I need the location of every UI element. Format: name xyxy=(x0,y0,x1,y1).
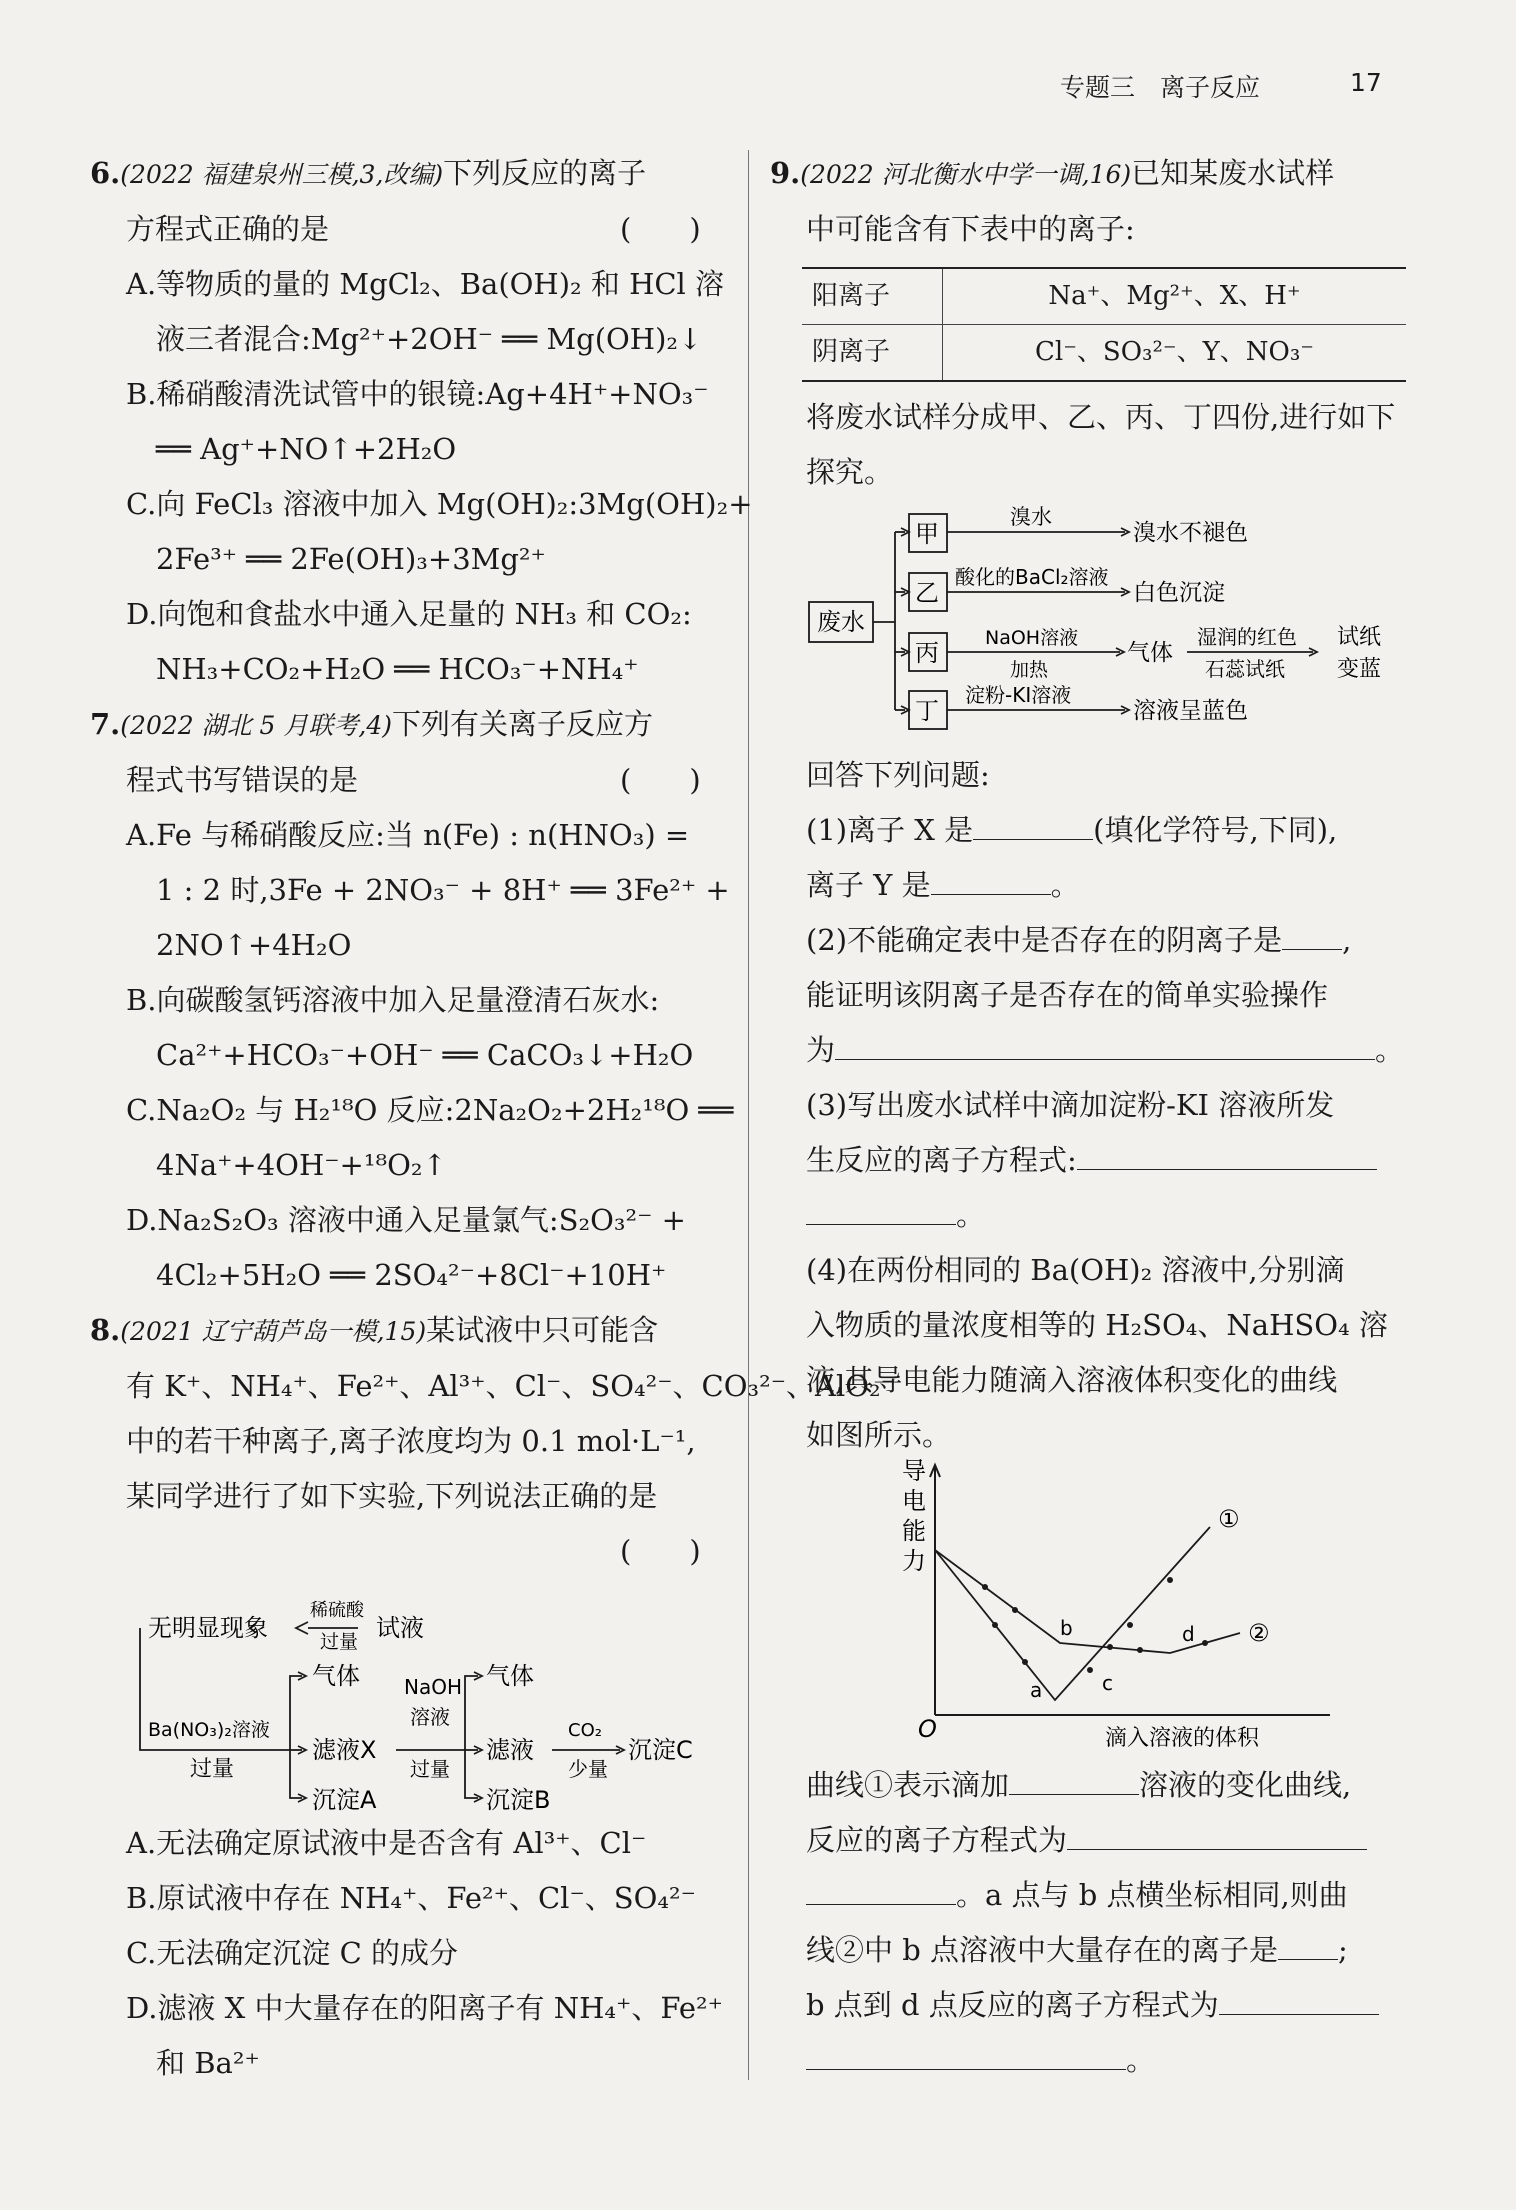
q9-part6: 。a 点与 b 点横坐标相同,则曲 xyxy=(770,1868,1410,1923)
answer-blank[interactable] xyxy=(835,1029,1375,1060)
graph-ylabel-1: 导 xyxy=(902,1457,926,1485)
flow-bromine-unchanged: 溴水不褪色 xyxy=(1133,520,1248,546)
chapter-title: 专题三 离子反应 xyxy=(1060,73,1261,102)
q7-option-a-cont: 1 : 2 时,3Fe + 2NO₃⁻ + 8H⁺ ══ 3Fe²⁺ + xyxy=(156,873,730,907)
cation-label: 阳离子 xyxy=(802,268,943,325)
flow-solution: 溶液 xyxy=(410,1705,450,1729)
q9-part6-cont: 线②中 b 点溶液中大量存在的离子是 ; xyxy=(770,1923,1410,1978)
q6-option-a-cont: 液三者混合:Mg²⁺+2OH⁻ ══ Mg(OH)₂↓ xyxy=(156,322,703,356)
answer-blank[interactable] xyxy=(1067,1819,1367,1850)
flow-bromine-water: 溴水 xyxy=(1010,505,1052,529)
flow-yi: 乙 xyxy=(915,579,939,607)
q6-option-c: C.向 FeCl₃ 溶液中加入 Mg(OH)₂:3Mg(OH)₂+ xyxy=(126,487,753,521)
q8-line2: 有 K⁺、NH₄⁺、Fe²⁺、Al³⁺、Cl⁻、SO₄²⁻、CO₃²⁻、AlO₂⁻ xyxy=(126,1369,896,1403)
q7-option-a-cont2: 2NO↑+4H₂O xyxy=(156,928,352,962)
answer-blank[interactable] xyxy=(806,1874,956,1905)
flow-ding: 丁 xyxy=(915,697,939,725)
flow-white-precip: 白色沉淀 xyxy=(1133,580,1225,606)
q8-option-d-cont: 和 Ba²⁺ xyxy=(156,2046,260,2080)
q7-line1 xyxy=(90,697,730,753)
curve-1-label: ① xyxy=(1218,1505,1240,1533)
flow-gas: 气体 xyxy=(1127,640,1173,666)
flow-turns-blue: 变蓝 xyxy=(1337,657,1382,682)
q9-part3: (3)写出废水试样中滴加淀粉-KI 溶液所发 xyxy=(806,1088,1335,1122)
q8-number: 8. xyxy=(90,1313,121,1347)
q9-part2: (2)不能确定表中是否存在的阴离子是 , xyxy=(770,913,1410,968)
part6-eq: b 点到 d 点反应的离子方程式为 xyxy=(806,1988,1219,2022)
table-row xyxy=(802,268,1406,325)
q9-part1 xyxy=(770,803,1410,858)
flow-starch-ki: 淀粉-KI溶液 xyxy=(965,683,1072,707)
flow-precip-c: 沉淀C xyxy=(628,1736,693,1764)
q7-stem: 下列有关离子反应方 xyxy=(392,707,654,741)
q9-part4: (4)在两份相同的 Ba(OH)₂ 溶液中,分别滴 xyxy=(806,1253,1345,1287)
flow-jia: 甲 xyxy=(915,520,939,548)
answer-blank[interactable] xyxy=(931,864,1051,895)
curve-2-label: ② xyxy=(1248,1619,1270,1647)
q7-stem-cont: 程式书写错误的是 xyxy=(126,763,359,797)
q8-option-a: A.无法确定原试液中是否含有 Al³⁺、Cl⁻ xyxy=(126,1826,647,1860)
q6-option-b: B.稀硝酸清洗试管中的银镜:Ag+4H⁺+NO₃⁻ xyxy=(126,377,709,411)
page-number: 17 xyxy=(1350,68,1382,97)
q7-option-c-cont: 4Na⁺+4OH⁻+¹⁸O₂↑ xyxy=(156,1148,447,1182)
q9-part1-cont: 离子 Y 是 。 xyxy=(770,858,1410,913)
flow-wet-red: 湿润的红色 xyxy=(1197,625,1297,649)
q6-answer-paren: ( ) xyxy=(620,212,701,246)
point-c: c xyxy=(1102,1671,1113,1695)
answer-blank[interactable] xyxy=(1219,1984,1379,2015)
q9-split-2: 探究。 xyxy=(806,455,894,489)
answer-blank[interactable] xyxy=(1282,919,1342,950)
q7-source: (2022 湖北 5 月联考,4) xyxy=(120,711,393,740)
q8-line4: 某同学进行了如下实验,下列说法正确的是 xyxy=(126,1479,658,1513)
q7-option-d: D.Na₂S₂O₃ 溶液中通入足量氯气:S₂O₃²⁻ + xyxy=(126,1203,686,1237)
flow-excess-3: 过量 xyxy=(410,1757,450,1781)
q8-source: (2021 辽宁葫芦岛一模,15) xyxy=(120,1317,427,1346)
q8-line3: 中的若干种离子,离子浓度均为 0.1 mol·L⁻¹, xyxy=(126,1424,696,1458)
q8-answer-paren: ( ) xyxy=(620,1534,701,1568)
q9-flow-diagram xyxy=(805,500,1415,740)
point-d: d xyxy=(1182,1622,1195,1646)
point-a: a xyxy=(1030,1678,1043,1702)
table-row xyxy=(802,325,1406,382)
part6-text-b: 线②中 b 点溶液中大量存在的离子是 xyxy=(806,1933,1279,1967)
flow-no-change: 无明显现象 xyxy=(148,1614,268,1642)
part3-text: 生反应的离子方程式: xyxy=(806,1143,1077,1177)
q7-option-b-cont: Ca²⁺+HCO₃⁻+OH⁻ ══ CaCO₃↓+H₂O xyxy=(156,1038,694,1072)
q6-option-a: A.等物质的量的 MgCl₂、Ba(OH)₂ 和 HCl 溶 xyxy=(126,267,725,301)
q8-option-d: D.滤液 X 中大量存在的阳离子有 NH₄⁺、Fe²⁺ xyxy=(126,1991,723,2025)
q9-part5-cont xyxy=(770,1813,1410,1868)
ion-table xyxy=(802,267,1406,382)
flow-gas-1: 气体 xyxy=(312,1662,360,1690)
flow-bing: 丙 xyxy=(915,639,939,667)
q9-number: 9. xyxy=(770,156,801,190)
q9-line1 xyxy=(770,146,1410,202)
flow-ba-no3: Ba(NO₃)₂溶液 xyxy=(148,1719,270,1741)
flow-filtrate-x: 滤液X xyxy=(312,1736,377,1764)
q6-line2 xyxy=(90,202,730,257)
q9-part4-d: 如图所示。 xyxy=(806,1418,952,1452)
page-header xyxy=(1060,68,1382,104)
q6-stem: 下列反应的离子 xyxy=(443,156,647,190)
cation-ions: Na⁺、Mg²⁺、X、H⁺ xyxy=(943,268,1407,325)
q9-questions-b xyxy=(770,1758,1410,2088)
q7-option-c: C.Na₂O₂ 与 H₂¹⁸O 反应:2Na₂O₂+2H₂¹⁸O ══ xyxy=(126,1093,734,1127)
flow-wastewater: 废水 xyxy=(817,608,865,636)
q8-stem: 某试液中只可能含 xyxy=(426,1313,659,1347)
answer-blank[interactable] xyxy=(1009,1764,1139,1795)
q8-option-b: B.原试液中存在 NH₄⁺、Fe²⁺、Cl⁻、SO₄²⁻ xyxy=(126,1881,696,1915)
q6-option-b-cont: ══ Ag⁺+NO↑+2H₂O xyxy=(156,432,457,466)
graph-ylabel-4: 力 xyxy=(902,1547,926,1575)
q9-part5 xyxy=(770,1758,1410,1813)
part2-text: (2)不能确定表中是否存在的阴离子是 xyxy=(806,923,1283,957)
part6-text: a 点与 b 点横坐标相同,则曲 xyxy=(985,1878,1348,1912)
q9-part4-c: 液,其导电能力随滴入溶液体积变化的曲线 xyxy=(806,1363,1338,1397)
q7-option-a: A.Fe 与稀硝酸反应:当 n(Fe) : n(HNO₃) = xyxy=(126,818,690,852)
q6-source: (2022 福建泉州三模,3,改编) xyxy=(120,160,444,189)
part1-text: (1)离子 X 是 xyxy=(806,813,974,847)
q9-split-1: 将废水试样分成甲、乙、丙、丁四份,进行如下 xyxy=(806,400,1396,434)
part5-eq: 反应的离子方程式为 xyxy=(806,1823,1068,1857)
part1-hint: (填化学符号,下同), xyxy=(1093,813,1338,847)
answer-blank[interactable] xyxy=(973,809,1093,840)
q9-part6-cont3: 。 xyxy=(770,2033,1410,2088)
q6-stem-cont: 方程式正确的是 xyxy=(126,212,330,246)
q8-flow-diagram xyxy=(120,1598,740,1818)
answer-blank[interactable] xyxy=(806,2039,1126,2070)
q9-part3-cont2: 。 xyxy=(770,1188,1410,1243)
q9-stem: 已知某废水试样 xyxy=(1131,156,1335,190)
graph-ylabel-2: 电 xyxy=(902,1487,926,1515)
part1-y: 离子 Y 是 xyxy=(806,868,931,902)
q9-part4-b: 入物质的量浓度相等的 H₂SO₄、NaHSO₄ 溶 xyxy=(806,1308,1388,1342)
q6-option-c-cont: 2Fe³⁺ ══ 2Fe(OH)₃+3Mg²⁺ xyxy=(156,542,546,576)
graph-xlabel: 滴入溶液的体积 xyxy=(1105,1726,1260,1751)
flow-sample: 试液 xyxy=(376,1614,424,1642)
q9-source: (2022 河北衡水中学一调,16) xyxy=(800,160,1132,189)
part5-text-b: 溶液的变化曲线, xyxy=(1139,1768,1352,1802)
flow-precip-b: 沉淀B xyxy=(486,1786,551,1814)
flow-acidified-bacl2: 酸化的BaCl₂溶液 xyxy=(955,565,1109,589)
q6-option-d: D.向饱和食盐水中通入足量的 NH₃ 和 CO₂: xyxy=(126,597,692,631)
q7-line2 xyxy=(90,753,730,808)
answer-blank[interactable] xyxy=(806,1194,956,1225)
answer-blank[interactable] xyxy=(1278,1929,1338,1960)
answer-blank[interactable] xyxy=(1077,1139,1377,1170)
flow-precip-a: 沉淀A xyxy=(312,1786,377,1814)
q8-options xyxy=(90,1816,730,2091)
q8-line1 xyxy=(90,1303,730,1359)
part5-text: 曲线①表示滴加 xyxy=(806,1768,1010,1802)
flow-filtrate-2: 滤液 xyxy=(486,1736,534,1764)
graph-origin: O xyxy=(918,1715,937,1743)
flow-solution-blue: 溶液呈蓝色 xyxy=(1133,698,1248,724)
anion-label: 阴离子 xyxy=(802,325,943,382)
flow-gas-2: 气体 xyxy=(486,1662,534,1690)
flow-paper: 试纸 xyxy=(1337,625,1382,650)
q7-answer-paren: ( ) xyxy=(620,763,701,797)
graph-ylabel-3: 能 xyxy=(902,1517,926,1545)
q8-option-c: C.无法确定沉淀 C 的成分 xyxy=(126,1936,458,1970)
conductivity-graph xyxy=(890,1455,1340,1755)
q6-number: 6. xyxy=(90,156,121,190)
flow-excess-2: 过量 xyxy=(190,1757,235,1782)
flow-excess-1: 过量 xyxy=(320,1631,359,1653)
column-divider xyxy=(748,150,749,2080)
q7-option-d-cont: 4Cl₂+5H₂O ══ 2SO₄²⁻+8Cl⁻+10H⁺ xyxy=(156,1258,667,1292)
point-b: b xyxy=(1060,1616,1073,1640)
flow-naoh-solution: NaOH溶液 xyxy=(985,627,1079,649)
q9-questions xyxy=(770,748,1410,1463)
q6-line1 xyxy=(90,146,730,202)
q8-line5 xyxy=(90,1524,730,1579)
q9-part2-cont: 能证明该阴离子是否存在的简单实验操作 xyxy=(806,978,1329,1012)
q7-option-b: B.向碳酸氢钙溶液中加入足量澄清石灰水: xyxy=(126,983,660,1017)
flow-naoh: NaOH xyxy=(404,1675,462,1699)
q9-part2-cont2: 为 。 xyxy=(770,1023,1410,1078)
flow-heating: 加热 xyxy=(1010,659,1049,681)
flow-dilute-h2so4: 稀硫酸 xyxy=(310,1600,364,1621)
flow-co2: CO₂ xyxy=(568,1720,602,1741)
q9-answer-intro: 回答下列问题: xyxy=(806,758,990,792)
q9-part3-cont xyxy=(770,1133,1410,1188)
q7-number: 7. xyxy=(90,707,121,741)
q9-line2: 中可能含有下表中的离子: xyxy=(806,212,1135,246)
flow-co2-small: 少量 xyxy=(568,1757,608,1781)
part2-for: 为 xyxy=(806,1033,836,1067)
anion-ions: Cl⁻、SO₃²⁻、Y、NO₃⁻ xyxy=(943,325,1407,382)
flow-litmus: 石蕊试纸 xyxy=(1205,657,1285,681)
q6-option-d-cont: NH₃+CO₂+H₂O ══ HCO₃⁻+NH₄⁺ xyxy=(156,652,639,686)
q9-part6-cont2 xyxy=(770,1978,1410,2033)
right-column xyxy=(770,146,1410,500)
